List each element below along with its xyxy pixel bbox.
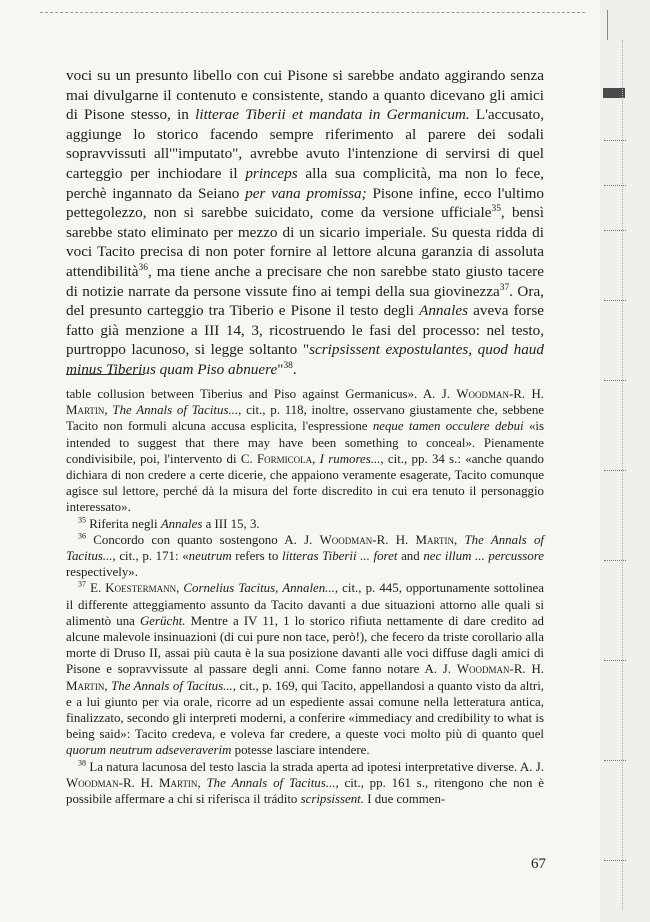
scan-edge-mark: [604, 560, 626, 564]
footnote-ref-38[interactable]: 38: [283, 360, 293, 371]
scan-edge-mark: [604, 185, 626, 189]
footnote-continuation: table collusion between Tiberius and Piso against Germanicus». A. J. Woodman-R. H. Martin, The Annals of Tacitus..., cit., p. 118, inoltre, osservano giustamente che, sebbene Tacito non formuli alcuna accusa esplicita, l'espressione neque tamen occulere debui «is intended to suggest that there may have been something to conceal». Pienamente condivisibile, poi, l'intervento di C. Formicola, I rumores..., cit., pp. 34 s.: «anche quando dichiara di non credere a certe dicerie, che appaiono veramente esagerate, Tacito comunque agisce sul lettore, perché dà la misura del forte discredito in cui era tenuto il personaggio interessato».: [66, 387, 544, 515]
footnote-ref-35[interactable]: 35: [491, 204, 501, 215]
body-text: [66, 66, 544, 380]
footnote-38: $^{38}$ La natura lacunosa del testo lascia la strada aperta ad ipotesi interpretative diverse. A. J. Woodman-R. H. Martin, The Annals of Tacitus..., cit., pp. 161 s., ritengono che non è possibile affermare a chi si riferisca il trádito scripsissent. I due commen-: [66, 758, 544, 807]
scan-edge-mark: [604, 760, 626, 764]
scan-edge-mark: [604, 470, 626, 474]
scan-edge-line: [607, 10, 608, 40]
footnote-ref-37[interactable]: 37: [499, 282, 510, 293]
footnotes: [66, 386, 544, 807]
scan-edge-mark: [604, 300, 626, 304]
footnote-ref-36[interactable]: 36: [138, 262, 148, 273]
body-paragraph: voci su un presunto libello con cui Pisone si sarebbe andato aggirando senza mai divulgarne il contenuto e consistente, stando a quanto dicevano gli amici di Pisone stesso, in litterae Tiberii et mandata in Germanicum. L'accusato, aggiunge lo storico facendo sempre riferimento al parere dei sodali sopravvissuti all'"imputato", avrebbe avuto l'intenzione di servirsi di quel carteggio per inchiodare il princeps alla sua complicità, ma non lo fece, perchè ingannato da Seiano per vana promissa; Pisone infine, ecco l'ultimo pettegolezzo, non si sarebbe suicidato, come da versione ufficiale$^{35}$, bensì sarebbe stato eliminato per mezzo di un sicario imperiale. Su questa ridda di voci Tacito precisa di non poter fornire al lettore alcuna garanzia di assoluta attendibilità$^{36}$, ma tiene anche a precisare che non sarebbe stato giusto tacere di notizie narrate da persone vissute fino ai tempi della sua giovinezza$^{37}$. Ora, del presunto carteggio tra Tiberio e Pisone il testo degli Annales aveva forse fatto già menzione a III 14, 3, ricostruendo le fasi del processo: nel testo, purtroppo lacunoso, si legge soltanto "scripsissent expostulantes, quod haud minus Tiberius quam Piso abnuere"$^{38}$.: [66, 67, 545, 378]
top-edge-rule: [40, 12, 585, 13]
footnote-35: $^{35}$ Riferita negli Annales a III 15, 3.: [78, 515, 260, 531]
scan-edge-mark: [604, 380, 626, 384]
scan-edge-mark: [604, 140, 626, 144]
footnote-36: $^{36}$ Concordo con quanto sostengono A. J. Woodman-R. H. Martin, The Annals of Tacitus..., cit., p. 171: «neutrum refers to litteras Tiberii ... foret and nec illum ... percussore respectively».: [66, 531, 544, 580]
footnote-37: $^{37}$ E. Koestermann, Cornelius Tacitus, Annalen..., cit., p. 445, opportunamente sottolinea il differente atteggiamento assunto da Tacito davanti a due situazioni attorno alle quali si alimentò una Gerücht. Mentre a IV 11, 1 lo storico rifiuta nettamente di dare credito ad alcune malevole insinuazioni (di cui pure non tace, però!), che fecero da triste corollario alla morte di Druso II, assai più cauta è la sua posizione davanti alle voci diffuse dagli amici di Pisone e sopravvissute al passare degli anni. Come fanno notare A. J. Woodman-R. H. Martin, The Annals of Tacitus..., cit., p. 169, qui Tacito, appellandosi a quanto visto da altri, e a lui giunto per via orale, ricorre ad un espediente assai comune nella letteratura antica, finalizzato, secondo gli interpreti moderni, a conferire «immediacy and credibility to what is being said»: Tacito credeva, e voleva far credere, a queste voci molto più di quanto quel quorum neutrum adseveraverim potesse lasciare intendere.: [66, 580, 544, 758]
scan-edge-mark: [604, 860, 626, 864]
footnote-separator: [66, 374, 144, 375]
scan-edge-mark: [604, 660, 626, 664]
scan-edge-mark: [604, 230, 626, 234]
scan-edge-dots: [622, 40, 647, 910]
page-number: 67: [531, 856, 546, 872]
